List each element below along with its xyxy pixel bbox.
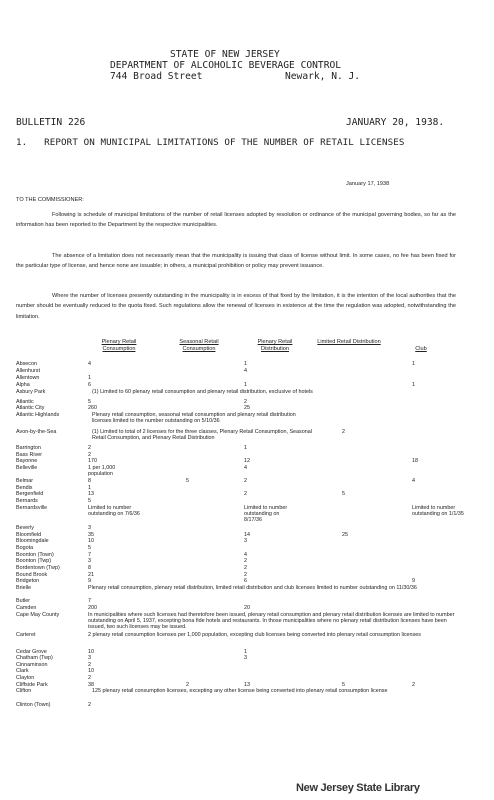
municipality-name: Bergenfield bbox=[16, 491, 44, 497]
limit-value-c5: 18 bbox=[412, 458, 418, 464]
municipality-name: Bloomfield bbox=[16, 532, 42, 538]
limit-value-c5: Limited to number outstanding on 1/1/35 bbox=[412, 505, 464, 517]
limit-value-c5: 9 bbox=[412, 578, 415, 584]
limit-value-c3: 2 bbox=[244, 572, 247, 578]
limit-value-c1: 2 bbox=[88, 702, 91, 708]
municipality-name: Camden bbox=[16, 605, 37, 611]
limit-value-c1: 10 bbox=[88, 649, 94, 655]
municipality-name: Bound Brook bbox=[16, 572, 48, 578]
limit-value-c3: 1 bbox=[244, 445, 247, 451]
municipality-name: Bloomingdale bbox=[16, 538, 49, 544]
limit-value-c3: 14 bbox=[244, 532, 250, 538]
limit-value-c3: 4 bbox=[244, 368, 247, 374]
limit-value-c5: 1 bbox=[412, 382, 415, 388]
municipality-name: Bendix bbox=[16, 485, 33, 491]
paragraph-2-text: The absence of a limitation does not necessarily mean that the municipality is issuing that class of license without limit. In some cases, no fee has been fixed for the particular type of license, and hence none are issuable; in others, a municipal prohibition or policy may prevent issuance. bbox=[16, 253, 456, 270]
limit-value-c4: 25 bbox=[342, 532, 348, 538]
limit-value-c1: 10 bbox=[88, 538, 94, 544]
municipality-name: Belmar bbox=[16, 478, 34, 484]
municipality-name: Bayonne bbox=[16, 458, 38, 464]
municipality-name: Boonton (Town) bbox=[16, 552, 54, 558]
limit-value-c1: 38 bbox=[88, 682, 94, 688]
limit-value-c1: 2 bbox=[88, 662, 91, 668]
municipality-name: Barrington bbox=[16, 445, 41, 451]
header-street: 744 Broad Street bbox=[110, 71, 203, 82]
limit-value-c1: 3 bbox=[88, 655, 91, 661]
municipality-name: Bogota bbox=[16, 545, 34, 551]
limit-value-c1: 170 bbox=[88, 458, 97, 464]
limit-value-c3: 4 bbox=[244, 465, 247, 471]
limit-value-c3: Limited to number outstanding on 8/17/36 bbox=[244, 505, 288, 523]
limit-value-c1: 3 bbox=[88, 558, 91, 564]
limitation-note: 2 plenary retail consumption licenses per 1,000 population, excepting club licenses being converted into plenary retail consumption licenses bbox=[88, 632, 421, 638]
paragraph-3-text: Where the number of licenses presently outstanding in the municipality is in excess of that fixed by the limitation, it is the intention of the local authorities that the number should be eventually reduced to the quota fixed. Such regulations allow the renewal of licenses in existence at the time the regulation was adopted, notwithstanding the limitation. bbox=[16, 293, 456, 320]
limit-value-c4: 5 bbox=[342, 491, 345, 497]
limit-value-c1: 10 bbox=[88, 668, 94, 674]
municipality-name: Carteret bbox=[16, 632, 36, 638]
municipality-name: Clifton bbox=[16, 688, 32, 694]
limit-value-c3: 12 bbox=[244, 458, 250, 464]
limit-value-c1: 5 bbox=[88, 545, 91, 551]
municipality-name: Absecon bbox=[16, 361, 37, 367]
paragraph-1 bbox=[16, 210, 456, 231]
limit-value-c1: 35 bbox=[88, 532, 94, 538]
limit-value-c1: 9 bbox=[88, 578, 91, 584]
paragraph-1-text: Following is schedule of municipal limitations of the number of retail licenses adopted by resolution or ordinance of the municipal governing bodies, so far as the information has been reported to the Department by the respective municipalities. bbox=[16, 212, 456, 229]
limit-value-c5: 1 bbox=[412, 361, 415, 367]
header-state: STATE OF NEW JERSEY bbox=[170, 49, 280, 60]
limit-value-c3: 2 bbox=[244, 565, 247, 571]
municipality-name: Cape May County bbox=[16, 612, 60, 618]
limit-value-c3: 1 bbox=[244, 361, 247, 367]
municipality-name: Chatham (Twp) bbox=[16, 655, 53, 661]
limit-value-c3: 20 bbox=[244, 605, 250, 611]
municipality-name: Belleville bbox=[16, 465, 38, 471]
limit-value-c1: 13 bbox=[88, 491, 94, 497]
limit-value-c1: 2 bbox=[88, 675, 91, 681]
municipality-name: Bass River bbox=[16, 452, 43, 458]
letter-date: January 17, 1938 bbox=[346, 181, 390, 187]
limit-value-c3: 2 bbox=[244, 491, 247, 497]
limit-value-c3: 2 bbox=[244, 478, 247, 484]
municipality-name: Allenhurst bbox=[16, 368, 40, 374]
limit-value-c3: 25 bbox=[244, 405, 250, 411]
municipality-name: Allentown bbox=[16, 375, 40, 381]
municipality-name: Asbury Park bbox=[16, 389, 46, 395]
municipality-name: Clayton bbox=[16, 675, 35, 681]
report-title: 1. REPORT ON MUNICIPAL LIMITATIONS OF THE NUMBER OF RETAIL LICENSES bbox=[16, 137, 405, 148]
municipality-name: Bridgeton bbox=[16, 578, 40, 584]
limit-value-c4: 5 bbox=[342, 682, 345, 688]
limitation-note: Plenary retail consumption, seasonal retail consumption and plenary retail distribution licenses limited to the number outstanding on 5/10/36 bbox=[92, 412, 296, 425]
limit-value-c1: 4 bbox=[88, 361, 91, 367]
limit-value-c1: 6 bbox=[88, 382, 91, 388]
column-header-club: Club bbox=[415, 346, 427, 352]
limit-value-c1: 200 bbox=[88, 605, 97, 611]
limit-value-c1: 1 bbox=[88, 485, 91, 491]
limit-value-c1: 7 bbox=[88, 598, 91, 604]
limitation-note: 125 plenary retail consumption licenses, excepting any other license being converted into plenary retail consumption license bbox=[92, 688, 388, 694]
limit-value-c1: 5 bbox=[88, 399, 91, 405]
municipality-name: Bernards bbox=[16, 498, 38, 504]
column-header-limited-distribution: Limited Retail Distribution bbox=[317, 339, 381, 345]
limit-value-c1: 8 bbox=[88, 478, 91, 484]
limit-value-c3: 2 bbox=[244, 558, 247, 564]
header-city: Newark, N. J. bbox=[285, 71, 361, 82]
municipality-name: Beverly bbox=[16, 525, 34, 531]
limit-value-c1: 260 bbox=[88, 405, 97, 411]
letter-salutation: TO THE COMMISSIONER: bbox=[16, 197, 84, 203]
limit-value-c2: 5 bbox=[186, 478, 189, 484]
municipality-name: Clark bbox=[16, 668, 29, 674]
municipality-name: Atlantic City bbox=[16, 405, 45, 411]
limit-value-c1: 1 per 1,000 population bbox=[88, 465, 116, 477]
paragraph-3 bbox=[16, 291, 456, 322]
municipality-name: Brielle bbox=[16, 585, 31, 591]
limit-value-c3: 3 bbox=[244, 538, 247, 544]
limit-value-c3: 2 bbox=[244, 399, 247, 405]
bulletin-date: JANUARY 20, 1938. bbox=[346, 117, 445, 128]
municipality-name: Atlantic Highlands bbox=[16, 412, 60, 418]
municipality-name: Atlantic bbox=[16, 399, 34, 405]
column-header-seasonal-consumption: Seasonal Retail Consumption bbox=[179, 339, 219, 352]
municipality-name: Bordentown (Twp) bbox=[16, 565, 60, 571]
municipality-name: Bernardsville bbox=[16, 505, 48, 511]
limit-value-c5: 2 bbox=[412, 682, 415, 688]
limit-value-c4: 2 bbox=[342, 429, 345, 435]
limit-value-c1: Limited to number outstanding on 7/6/36 bbox=[88, 505, 140, 517]
limit-value-c1: 2 bbox=[88, 445, 91, 451]
limit-value-c2: 2 bbox=[186, 682, 189, 688]
limit-value-c3: 13 bbox=[244, 682, 250, 688]
municipality-name: Cinnaminson bbox=[16, 662, 48, 668]
limit-value-c1: 7 bbox=[88, 552, 91, 558]
limitation-note: In municipalities where such licenses had theretofore been issued, plenary retail consumption and plenary retail distribution licenses are limited to number outstanding on April 5, 1937, excepting bona fide hotels and restaurants. In those municipalities where no plenary retail distribution licenses have been issued, two such licenses may be issued. bbox=[88, 612, 455, 631]
limit-value-c3: 3 bbox=[244, 655, 247, 661]
limit-value-c3: 1 bbox=[244, 649, 247, 655]
limit-value-c1: 3 bbox=[88, 525, 91, 531]
column-header-plenary-distribution: Plenary Retail Distribution bbox=[257, 339, 293, 352]
municipality-name: Alpha bbox=[16, 382, 30, 388]
limit-value-c1: 8 bbox=[88, 565, 91, 571]
limit-value-c1: 21 bbox=[88, 572, 94, 578]
limit-value-c1: 1 bbox=[88, 375, 91, 381]
municipality-name: Cedar Grove bbox=[16, 649, 47, 655]
limit-value-c1: 5 bbox=[88, 498, 91, 504]
column-header-plenary-consumption: Plenary Retail Consumption bbox=[101, 339, 137, 352]
municipality-name: Clinton (Town) bbox=[16, 702, 51, 708]
limitation-note: (1) Limited to 60 plenary retail consumption and plenary retail distribution, exclusive of hotels bbox=[92, 389, 313, 395]
header-department: DEPARTMENT OF ALCOHOLIC BEVERAGE CONTROL bbox=[110, 60, 342, 71]
paragraph-2 bbox=[16, 251, 456, 272]
limitation-note: Plenary retail consumption, plenary retail distribution, limited retail distribution and club licenses limited to number outstanding on 11/30/36 bbox=[88, 585, 417, 591]
bulletin-number: BULLETIN 226 bbox=[16, 117, 86, 128]
municipality-name: Boonton (Twp) bbox=[16, 558, 52, 564]
limit-value-c3: 1 bbox=[244, 382, 247, 388]
limit-value-c1: 2 bbox=[88, 452, 91, 458]
library-stamp: New Jersey State Library bbox=[296, 782, 420, 794]
limit-value-c3: 6 bbox=[244, 578, 247, 584]
municipality-name: Avon-by-the-Sea bbox=[16, 429, 57, 435]
limitation-note: (1) Limited to total of 2 licenses for the three classes, Plenary Retail Consumption, Seasonal Retail Consumption, and Plenary Retail Distribution bbox=[92, 429, 312, 442]
municipality-name: Butler bbox=[16, 598, 31, 604]
municipality-name: Cliffside Park bbox=[16, 682, 48, 688]
limit-value-c3: 4 bbox=[244, 552, 247, 558]
limit-value-c5: 4 bbox=[412, 478, 415, 484]
